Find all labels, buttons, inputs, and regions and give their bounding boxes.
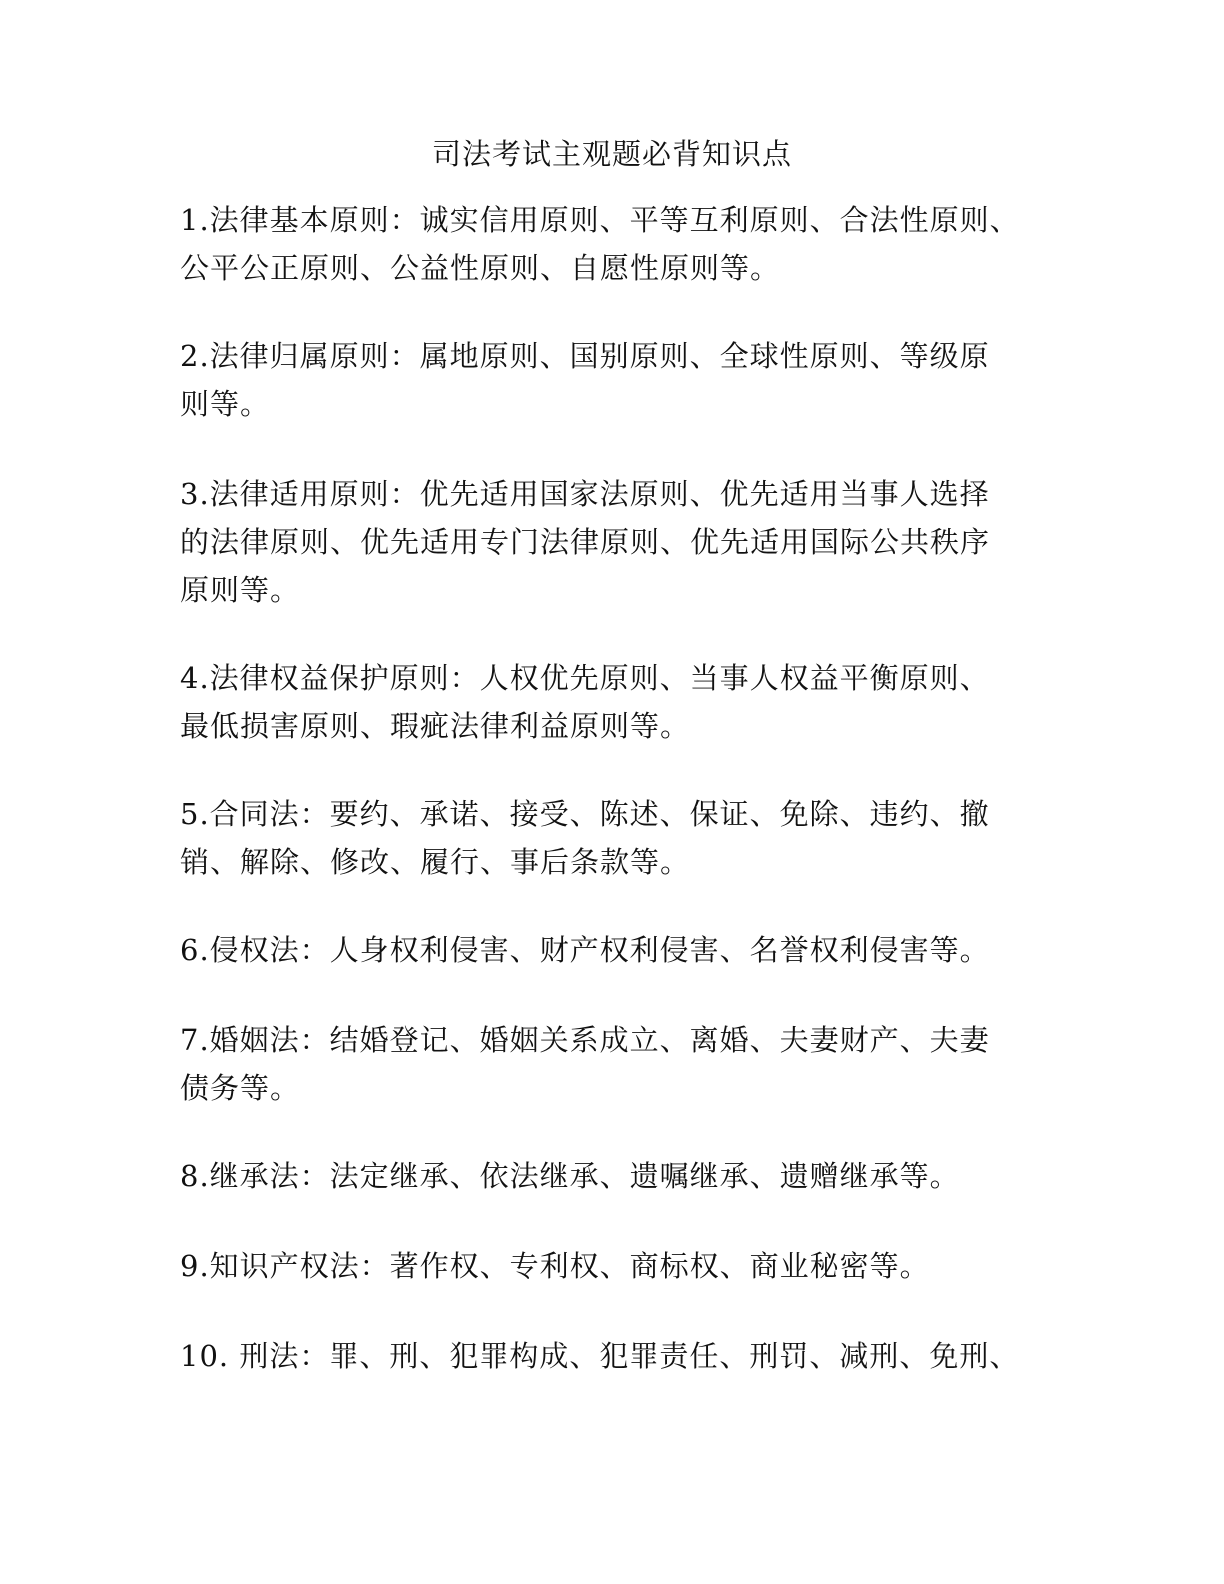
item-line: 的法律原则、优先适用专门法律原则、优先适用国际公共秩序: [180, 525, 991, 559]
item-line: 9.知识产权法：著作权、专利权、商标权、商业秘密等。: [180, 1249, 930, 1283]
knowledge-item-4: [180, 654, 1060, 750]
item-line: 10. 刑法：罪、刑、犯罪构成、犯罪责任、刑罚、减刑、免刑、: [180, 1339, 1020, 1373]
knowledge-item-5: [180, 790, 1060, 886]
item-line: 3.法律适用原则：优先适用国家法原则、优先适用当事人选择: [180, 477, 990, 511]
item-line: 8.继承法：法定继承、依法继承、遗嘱继承、遗赠继承等。: [180, 1159, 960, 1193]
knowledge-item-2: [180, 332, 1060, 428]
knowledge-item-3: [180, 470, 1060, 614]
item-line: 销、解除、修改、履行、事后条款等。: [180, 845, 691, 879]
item-line: 原则等。: [180, 573, 301, 607]
page-title: 司法考试主观题必背知识点: [431, 137, 792, 171]
knowledge-item-9: [180, 1242, 1060, 1290]
knowledge-item-1: [180, 196, 1060, 292]
item-line: 则等。: [180, 387, 271, 421]
item-line: 债务等。: [180, 1071, 301, 1105]
knowledge-item-7: [180, 1016, 1060, 1112]
item-line: 公平公正原则、公益性原则、自愿性原则等。: [180, 251, 781, 285]
item-line: 7.婚姻法：结婚登记、婚姻关系成立、离婚、夫妻财产、夫妻: [180, 1023, 990, 1057]
item-line: 4.法律权益保护原则：人权优先原则、当事人权益平衡原则、: [180, 661, 990, 695]
item-line: 1.法律基本原则：诚实信用原则、平等互利原则、合法性原则、: [180, 203, 1020, 237]
item-line: 最低损害原则、瑕疵法律利益原则等。: [180, 709, 691, 743]
knowledge-item-8: [180, 1152, 1060, 1200]
item-line: 5.合同法：要约、承诺、接受、陈述、保证、免除、违约、撤: [180, 797, 990, 831]
knowledge-item-10: [180, 1332, 1060, 1380]
knowledge-item-6: [180, 926, 1060, 974]
item-line: 2.法律归属原则：属地原则、国别原则、全球性原则、等级原: [180, 339, 990, 373]
item-line: 6.侵权法：人身权利侵害、财产权利侵害、名誉权利侵害等。: [180, 933, 990, 967]
